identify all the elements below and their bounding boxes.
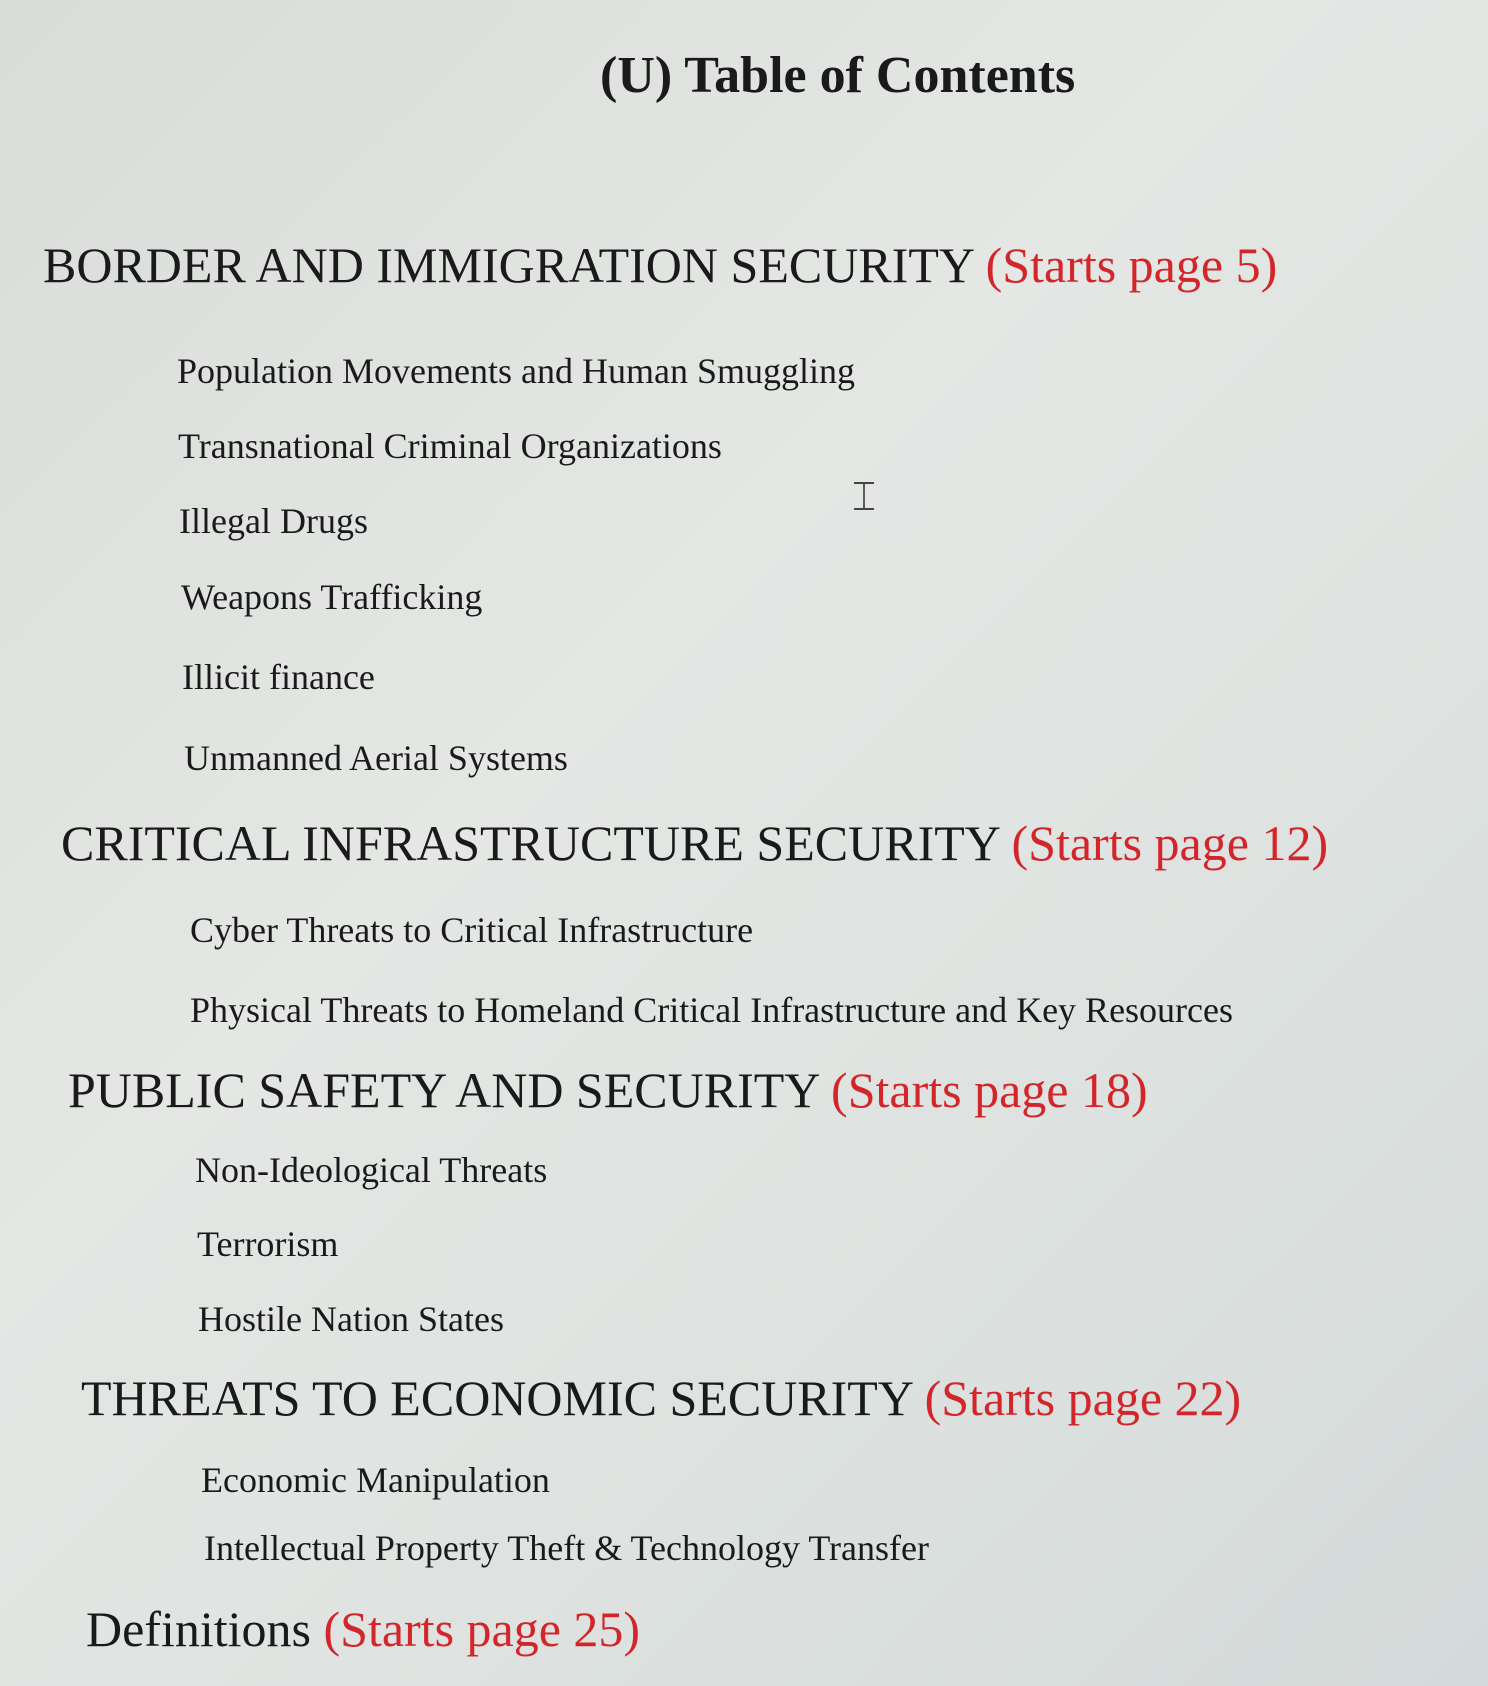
toc-heading-infrastructure[interactable] xyxy=(61,815,1329,871)
toc-item[interactable]: Intellectual Property Theft & Technology Transfer xyxy=(204,1528,929,1568)
page-ref: (Starts page 22) xyxy=(924,1370,1242,1426)
heading-text: PUBLIC SAFETY AND SECURITY xyxy=(68,1062,819,1118)
page-ref: (Starts page 25) xyxy=(323,1601,641,1657)
page-title: (U) Table of Contents xyxy=(600,47,1076,104)
heading-text: THREATS TO ECONOMIC SECURITY xyxy=(81,1370,913,1426)
toc-heading-economic[interactable] xyxy=(81,1370,1242,1426)
toc-item[interactable]: Non-Ideological Threats xyxy=(195,1150,548,1190)
toc-heading-border[interactable] xyxy=(43,237,1278,293)
text-cursor-icon: ⌶ xyxy=(852,474,876,520)
toc-item[interactable]: Illicit finance xyxy=(182,657,375,697)
page-ref: (Starts page 12) xyxy=(1011,815,1329,871)
toc-item[interactable]: Illegal Drugs xyxy=(179,501,368,541)
toc-item[interactable]: Cyber Threats to Critical Infrastructure xyxy=(190,910,754,950)
toc-item[interactable]: Weapons Trafficking xyxy=(181,577,483,617)
toc-item[interactable]: Hostile Nation States xyxy=(198,1299,504,1339)
toc-item[interactable]: Population Movements and Human Smuggling xyxy=(177,351,855,391)
toc-heading-definitions[interactable] xyxy=(86,1601,641,1657)
heading-text: CRITICAL INFRASTRUCTURE SECURITY xyxy=(61,815,1000,871)
toc-item[interactable]: Economic Manipulation xyxy=(201,1460,550,1500)
toc-item[interactable]: Terrorism xyxy=(197,1224,339,1264)
heading-text: BORDER AND IMMIGRATION SECURITY xyxy=(43,237,974,293)
toc-item[interactable]: Transnational Criminal Organizations xyxy=(178,426,722,466)
page-ref: (Starts page 5) xyxy=(985,237,1278,293)
toc-heading-public-safety[interactable] xyxy=(68,1062,1148,1118)
toc-item[interactable]: Unmanned Aerial Systems xyxy=(184,738,568,778)
page-ref: (Starts page 18) xyxy=(831,1062,1148,1118)
heading-text: Definitions xyxy=(86,1601,311,1657)
toc-item[interactable]: Physical Threats to Homeland Critical Infrastructure and Key Resources xyxy=(190,990,1234,1030)
